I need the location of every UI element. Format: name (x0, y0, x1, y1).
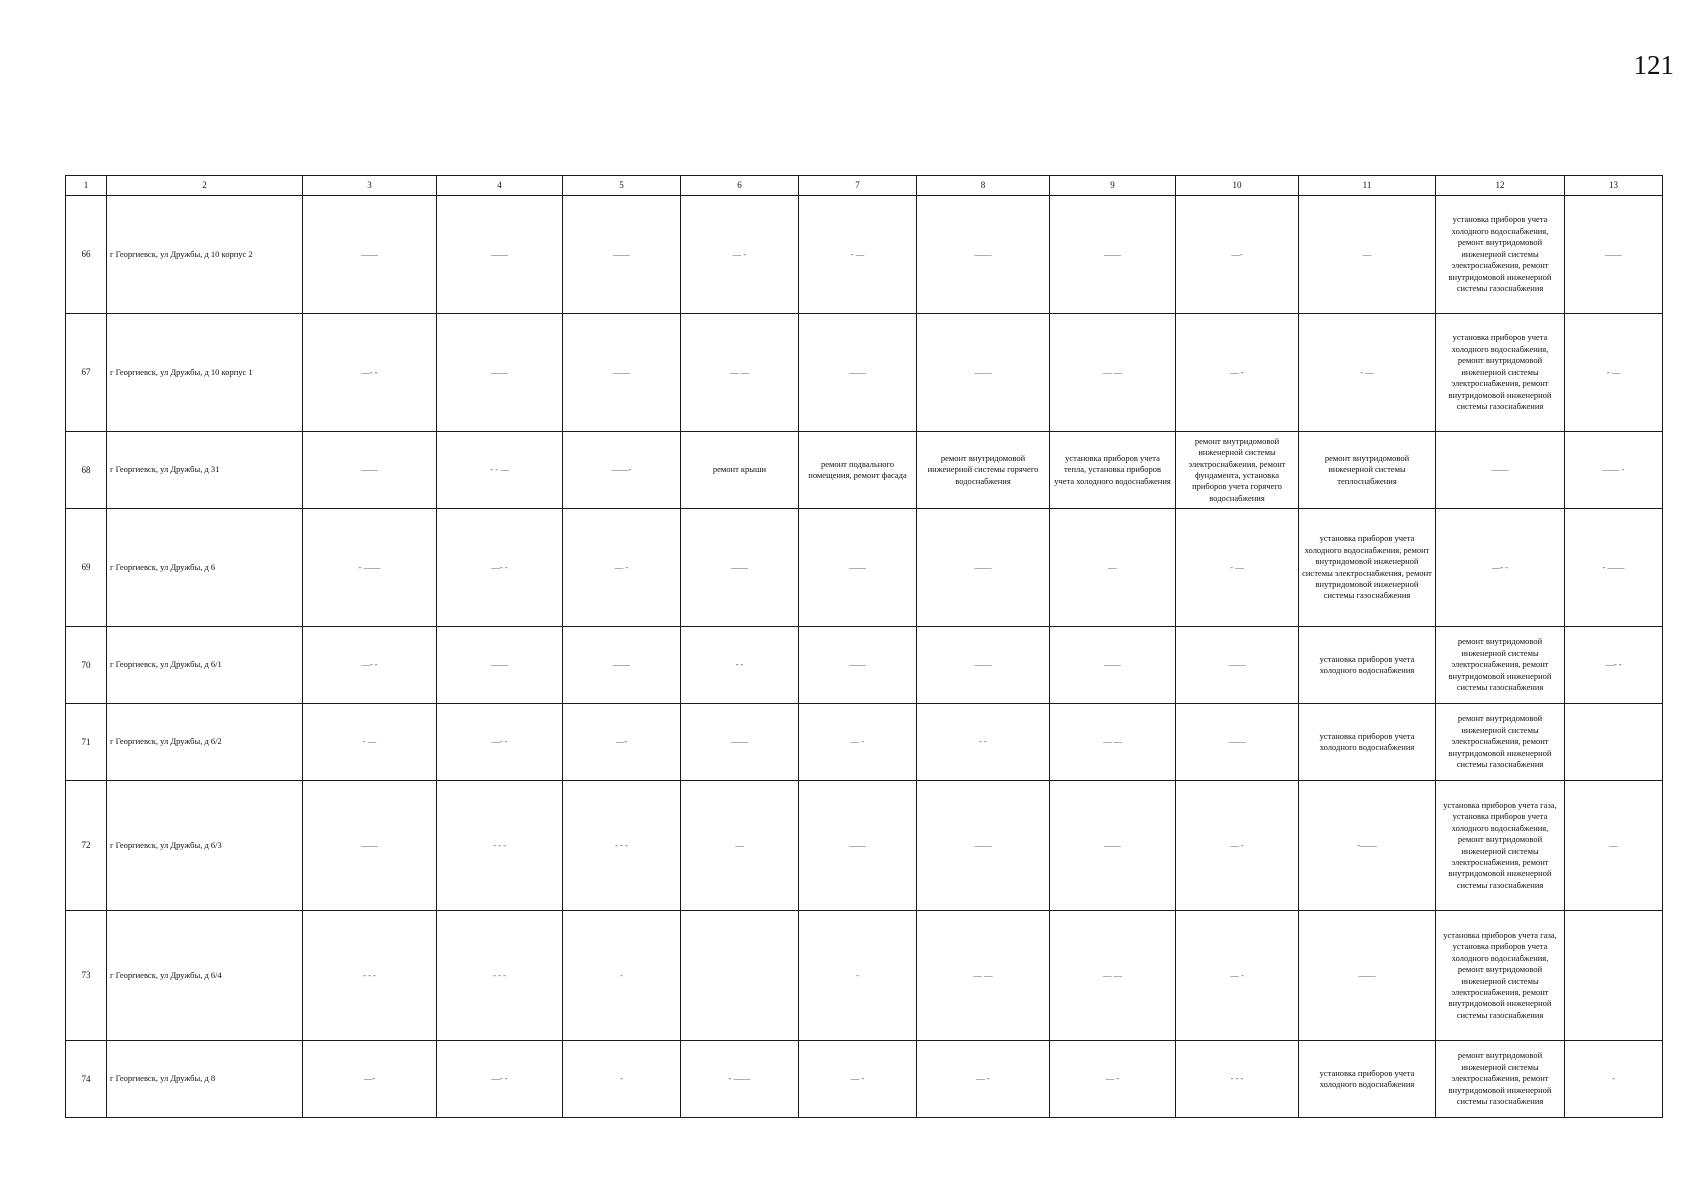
table-cell: —— (563, 627, 681, 704)
row-address: г Георгиевск, ул Дружбы, д 6/2 (107, 704, 303, 781)
table-cell: установка приборов учета холодного водоснабжения, ремонт внутридомовой инженерной системы электроснабжения, ремонт внутридомовой инженерной системы газоснабжения (1436, 196, 1565, 314)
table-cell: —— - (1565, 432, 1663, 509)
column-header: 4 (437, 176, 563, 196)
table-row (66, 1041, 1663, 1118)
table-cell: - — (799, 196, 917, 314)
table-cell: - — (1299, 314, 1436, 432)
table-row (66, 781, 1663, 911)
row-address: г Георгиевск, ул Дружбы, д 8 (107, 1041, 303, 1118)
table-cell: —— (799, 781, 917, 911)
table-cell: —- - (437, 509, 563, 627)
table-cell: —— (437, 627, 563, 704)
table-cell: - — (1565, 314, 1663, 432)
table-cell: - — (1176, 509, 1299, 627)
table-cell: — - (1176, 314, 1299, 432)
table-cell: установка приборов учета газа, установка приборов учета холодного водоснабжения, ремонт внутридомовой инженерной системы электроснабжения, ремонт внутридомовой инженерной системы газоснабжения (1436, 781, 1565, 911)
table-row (66, 911, 1663, 1041)
row-number: 66 (66, 196, 107, 314)
table-cell: — - (799, 1041, 917, 1118)
table-cell: - - - (437, 781, 563, 911)
table-cell: установка приборов учета холодного водоснабжения, ремонт внутридомовой инженерной системы электроснабжения, ремонт внутридомовой инженерной системы газоснабжения (1436, 314, 1565, 432)
table-cell: —— (303, 196, 437, 314)
table-cell: —— (1565, 196, 1663, 314)
table-cell (1565, 911, 1663, 1041)
row-number: 68 (66, 432, 107, 509)
table-cell: —— (681, 509, 799, 627)
table-row (66, 627, 1663, 704)
table-cell: —— (1176, 704, 1299, 781)
column-header: 9 (1050, 176, 1176, 196)
table-cell: —— (1050, 196, 1176, 314)
table-cell: - - - (437, 911, 563, 1041)
table-cell: — - (917, 1041, 1050, 1118)
repair-schedule-table (65, 175, 1663, 1118)
table-cell: - - — (437, 432, 563, 509)
column-header: 7 (799, 176, 917, 196)
table-cell: — (1299, 196, 1436, 314)
table-cell: — - (1176, 781, 1299, 911)
table-cell: - - - (563, 781, 681, 911)
table-cell: ремонт крыши (681, 432, 799, 509)
table-cell: —— (799, 314, 917, 432)
row-number: 73 (66, 911, 107, 1041)
table-cell: установка приборов учета холодного водоснабжения (1299, 704, 1436, 781)
table-cell: — — (917, 911, 1050, 1041)
row-number: 69 (66, 509, 107, 627)
table-cell: — — (681, 314, 799, 432)
table-cell: — (1565, 781, 1663, 911)
table-cell: установка приборов учета холодного водоснабжения (1299, 627, 1436, 704)
table-cell: —- - (437, 1041, 563, 1118)
table-cell: — — (1050, 704, 1176, 781)
table-cell: - (799, 911, 917, 1041)
row-number: 74 (66, 1041, 107, 1118)
table-cell: — (1050, 509, 1176, 627)
row-address: г Георгиевск, ул Дружбы, д 6/4 (107, 911, 303, 1041)
table-cell: - —— (681, 1041, 799, 1118)
table-row (66, 432, 1663, 509)
row-number: 72 (66, 781, 107, 911)
table-cell: ——- (563, 432, 681, 509)
column-header: 2 (107, 176, 303, 196)
table-row (66, 314, 1663, 432)
table-cell: — - (1176, 911, 1299, 1041)
table-cell: — (681, 781, 799, 911)
table-cell (681, 911, 799, 1041)
table-cell: - (1565, 1041, 1663, 1118)
table-cell: —— (437, 314, 563, 432)
row-address: г Георгиевск, ул Дружбы, д 10 корпус 2 (107, 196, 303, 314)
header-row (66, 176, 1663, 196)
table-cell: установка приборов учета тепла, установка приборов учета холодного водоснабжения (1050, 432, 1176, 509)
column-header: 12 (1436, 176, 1565, 196)
table-cell: — — (1050, 314, 1176, 432)
column-header: 8 (917, 176, 1050, 196)
table-cell: —— (917, 196, 1050, 314)
table-cell: —- - (303, 627, 437, 704)
table-cell: - - - (303, 911, 437, 1041)
row-number: 67 (66, 314, 107, 432)
table-cell: —— (917, 314, 1050, 432)
table-cell: —- - (1436, 509, 1565, 627)
table-cell: —— (917, 627, 1050, 704)
table-cell: —- (303, 1041, 437, 1118)
table-cell: — - (563, 509, 681, 627)
table-cell (1565, 704, 1663, 781)
table-cell: —— (1050, 781, 1176, 911)
table-cell: —- - (437, 704, 563, 781)
column-header: 10 (1176, 176, 1299, 196)
column-header: 11 (1299, 176, 1436, 196)
table-cell: — - (799, 704, 917, 781)
table-row (66, 196, 1663, 314)
table-cell: - - (681, 627, 799, 704)
table-cell: —— (917, 509, 1050, 627)
row-address: г Георгиевск, ул Дружбы, д 10 корпус 1 (107, 314, 303, 432)
row-address: г Георгиевск, ул Дружбы, д 6 (107, 509, 303, 627)
table-cell: —— (1050, 627, 1176, 704)
column-header: 3 (303, 176, 437, 196)
table-cell: —— (1176, 627, 1299, 704)
table-cell: - — (303, 704, 437, 781)
table-cell: —— (799, 509, 917, 627)
table-cell: ремонт внутридомовой инженерной системы электроснабжения, ремонт внутридомовой инженерной системы газоснабжения (1436, 704, 1565, 781)
row-number: 70 (66, 627, 107, 704)
table-cell: установка приборов учета холодного водоснабжения, ремонт внутридомовой инженерной системы электроснабжения, ремонт внутридомовой инженерной системы газоснабжения (1299, 509, 1436, 627)
table-cell: —— (303, 781, 437, 911)
table-cell: - —— (1565, 509, 1663, 627)
table-cell: —- - (303, 314, 437, 432)
table-cell: ремонт подвального помещения, ремонт фасада (799, 432, 917, 509)
table-cell: — - (1050, 1041, 1176, 1118)
table-cell: —— (681, 704, 799, 781)
table-cell: ремонт внутридомовой инженерной системы горячего водоснабжения (917, 432, 1050, 509)
table-cell: —— (1299, 911, 1436, 1041)
table-cell: —- (1176, 196, 1299, 314)
table-cell: ремонт внутридомовой инженерной системы электроснабжения, ремонт фундамента, установка приборов учета горячего водоснабжения (1176, 432, 1299, 509)
table-cell: - - (917, 704, 1050, 781)
table-cell: установка приборов учета газа, установка приборов учета холодного водоснабжения, ремонт внутридомовой инженерной системы электроснабжения, ремонт внутридомовой инженерной системы газоснабжения (1436, 911, 1565, 1041)
column-header: 5 (563, 176, 681, 196)
table-cell: —— (799, 627, 917, 704)
table-cell: —— (563, 314, 681, 432)
table-row (66, 509, 1663, 627)
table-cell: —— (437, 196, 563, 314)
table-cell: —— (303, 432, 437, 509)
row-number: 71 (66, 704, 107, 781)
table-cell: ремонт внутридомовой инженерной системы теплоснабжения (1299, 432, 1436, 509)
table-cell: установка приборов учета холодного водоснабжения (1299, 1041, 1436, 1118)
table-cell: —— (1436, 432, 1565, 509)
table-cell: — — (1050, 911, 1176, 1041)
table-row (66, 704, 1663, 781)
table-cell: -—— (1299, 781, 1436, 911)
table-cell: —— (917, 781, 1050, 911)
row-address: г Георгиевск, ул Дружбы, д 6/3 (107, 781, 303, 911)
row-address: г Георгиевск, ул Дружбы, д 31 (107, 432, 303, 509)
table-cell: —- - (1565, 627, 1663, 704)
table-cell: ремонт внутридомовой инженерной системы электроснабжения, ремонт внутридомовой инженерной системы газоснабжения (1436, 627, 1565, 704)
page-number: 121 (1633, 50, 1674, 80)
table-cell: — - (681, 196, 799, 314)
column-header: 6 (681, 176, 799, 196)
row-address: г Георгиевск, ул Дружбы, д 6/1 (107, 627, 303, 704)
column-header: 13 (1565, 176, 1663, 196)
column-header: 1 (66, 176, 107, 196)
table-cell: - - - (1176, 1041, 1299, 1118)
table-cell: - (563, 911, 681, 1041)
table-cell: - —— (303, 509, 437, 627)
table-cell: —- (563, 704, 681, 781)
table-cell: - (563, 1041, 681, 1118)
table-cell: —— (563, 196, 681, 314)
table-cell: ремонт внутридомовой инженерной системы электроснабжения, ремонт внутридомовой инженерной системы газоснабжения (1436, 1041, 1565, 1118)
